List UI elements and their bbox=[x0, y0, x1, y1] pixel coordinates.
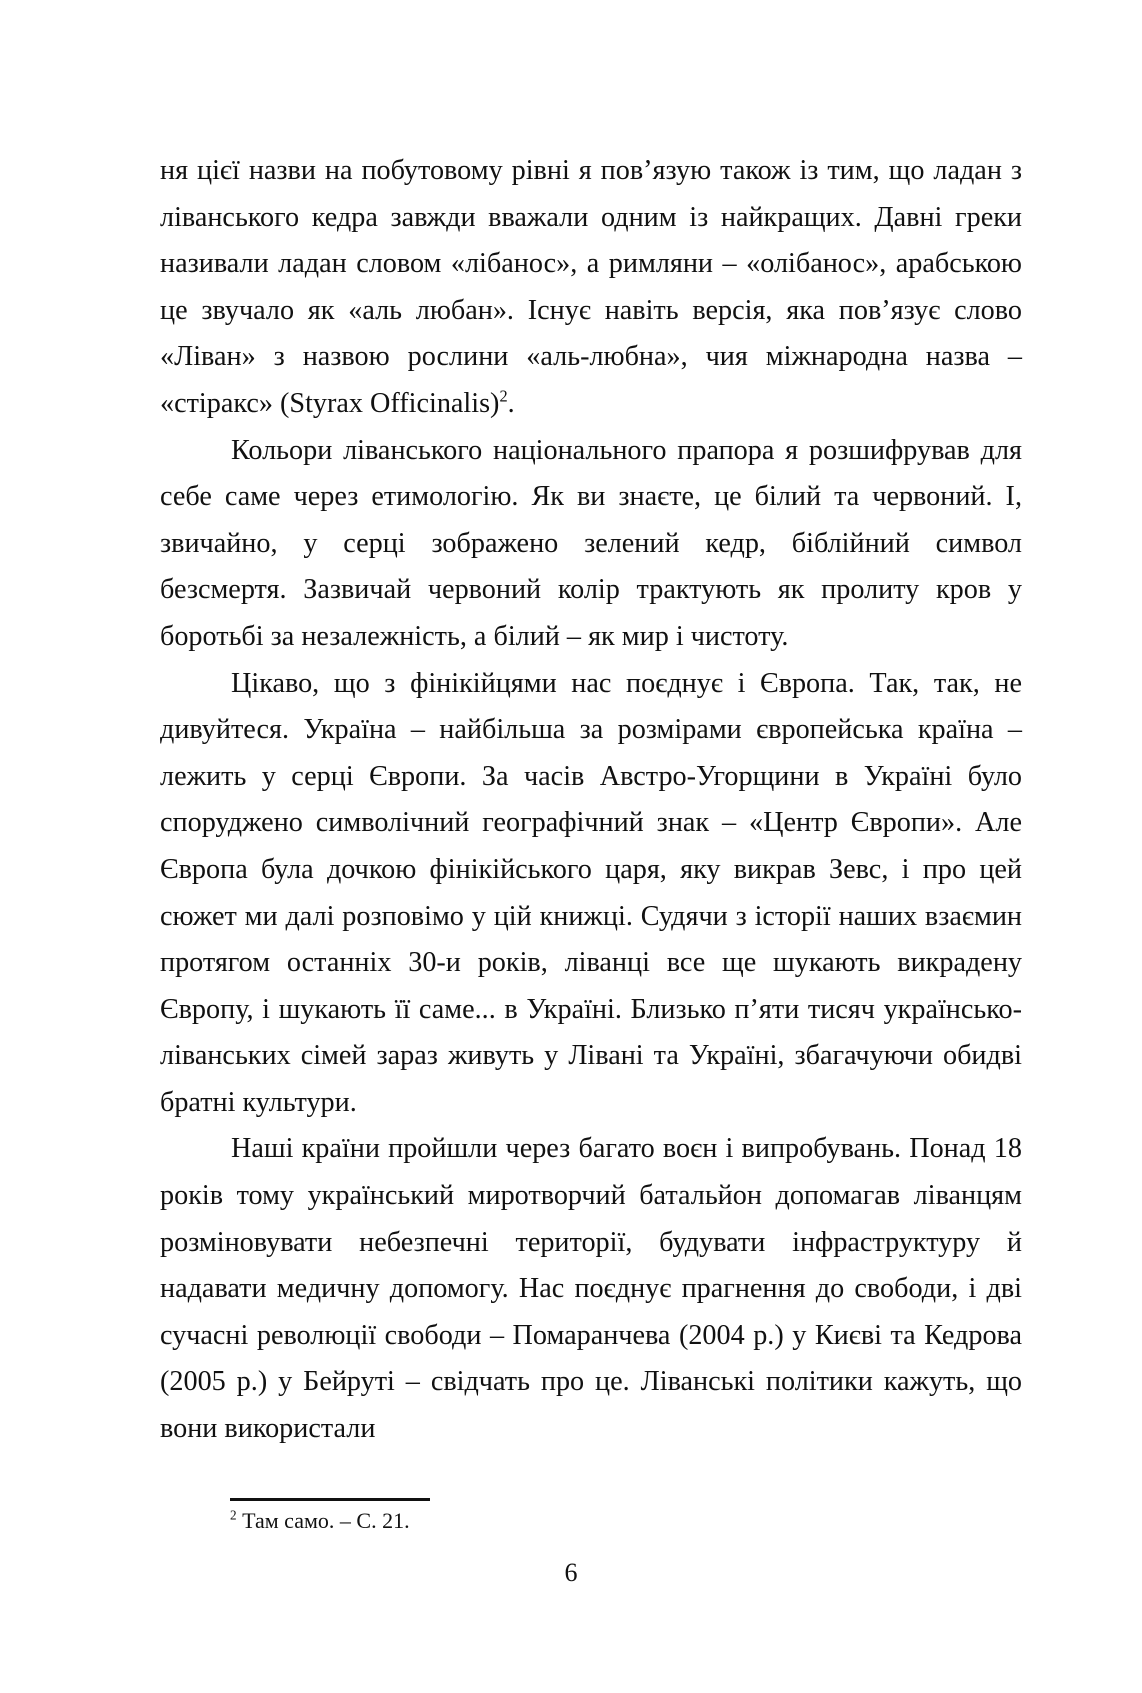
footnote-divider bbox=[230, 1498, 430, 1501]
footnote bbox=[230, 1506, 1022, 1536]
paragraph-1-text: ня цієї назви на побутовому рівні я пов’язую також із тим, що ладан з ліванського кедра завжди вважали одним із найкращих. Давні греки називали ладан словом «лібанос», а римляни – «олібанос», арабською це звучало як «аль любан». Існує навіть версія, яка пов’язує слово «Ліван» з назвою рослини «аль-любна», чия міжнародна назва – «стіракс» (Styrax Officinalis) bbox=[160, 155, 1022, 419]
footnote-text: Там само. – С. 21. bbox=[236, 1508, 410, 1533]
paragraph-1 bbox=[160, 148, 1022, 428]
footnote-number: 2 bbox=[230, 1507, 237, 1523]
paragraph-1-end: . bbox=[507, 387, 515, 419]
paragraph-2: Кольори ліванського національного прапора я розшифрував для себе саме через етимологію. Як ви знаєте, це білий та червоний. І, звичайно, у серці зображено зелений кедр, біблійний символ безсмертя. Зазвичай червоний колір трактують як пролиту кров у боротьбі за незалежність, а білий – як мир і чистоту. bbox=[160, 434, 1022, 652]
page-number: 6 bbox=[564, 1558, 578, 1587]
footnote-reference: 2 bbox=[499, 386, 508, 406]
main-text bbox=[160, 148, 1022, 1453]
paragraph-3: Цікаво, що з фінікійцями нас поєднує і Європа. Так, так, не дивуйтеся. Україна – найбільша за розмірами європейська країна – лежить у серці Європи. За часів Австро-Угорщини в Україні було споруджено символічний географічний знак – «Центр Європи». Але Європа була дочкою фінікійського царя, яку викрав Зевс, і про цей сюжет ми далі розповімо у цій книжці. Судячи з історії наших взаємин протягом останніх 30-и років, ліванці все ще шукають викрадену Європу, і шукають її саме... в Україні. Близько п’яти тисяч українсько-ліванських сімей зараз живуть у Лівані та Україні, збагачуючи обидві братні культури. bbox=[160, 667, 1022, 1118]
paragraph-4: Наші країни пройшли через багато воєн і випробувань. Понад 18 років тому український миротворчий батальйон допомагав ліванцям розміновувати небезпечні території, будувати інфраструктуру й надавати медичну допомогу. Нас поєднує прагнення до свободи, і дві сучасні революції свободи – Помаранчева (2004 р.) у Києві та Кедрова (2005 р.) у Бейруті – свідчать про це. Ліванські політики кажуть, що вони використали bbox=[160, 1133, 1022, 1445]
